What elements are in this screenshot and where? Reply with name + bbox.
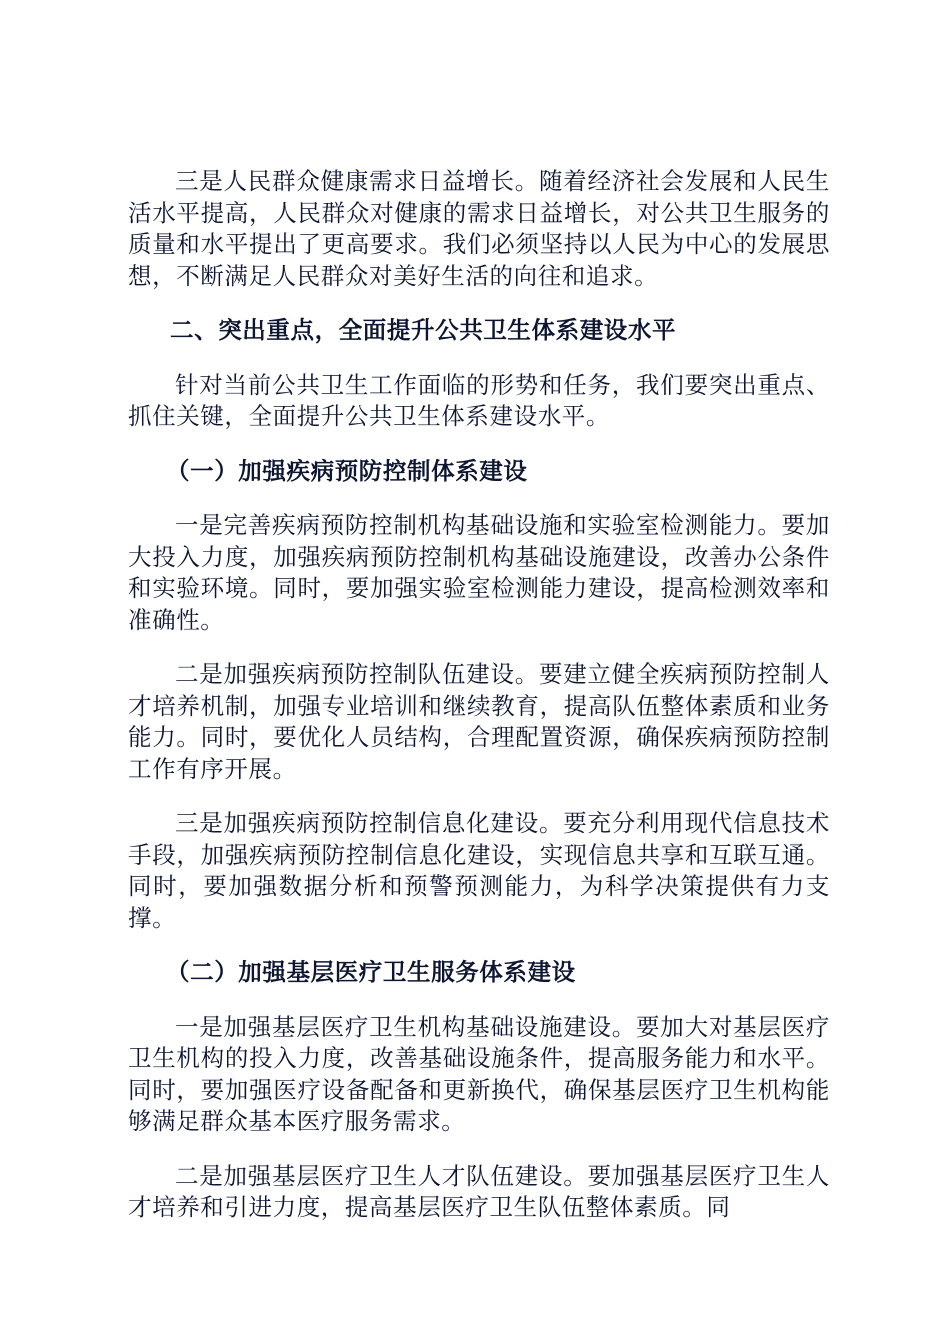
paragraph: 三是加强疾病预防控制信息化建设。要充分利用现代信息技术手段，加强疾病预防控制信息化建设，实现信息共享和互联互通。同时，要加强数据分析和预警预测能力，为科学决策提供有力支撑。 (128, 809, 830, 932)
subsection-heading: （一）加强疾病预防控制体系建设 (166, 456, 528, 485)
paragraph: 一是加强基层医疗卫生机构基础设施建设。要加大对基层医疗卫生机构的投入力度，改善基础设施条件，提高服务能力和水平。同时，要加强医疗设备配备和更新换代，确保基层医疗卫生机构能够满足群众基本医疗服务需求。 (128, 1012, 830, 1135)
paragraph: 二是加强疾病预防控制队伍建设。要建立健全疾病预防控制人才培养机制，加强专业培训和继续教育，提高队伍整体素质和业务能力。同时，要优化人员结构，合理配置资源，确保疾病预防控制工作有序开展。 (128, 660, 830, 783)
section-heading: 二、突出重点，全面提升公共卫生体系建设水平 (170, 316, 677, 344)
subsection-heading: （二）加强基层医疗卫生服务体系建设 (166, 958, 576, 986)
document-page (128, 166, 830, 1247)
paragraph: 三是人民群众健康需求日益增长。随着经济社会发展和人民生活水平提高，人民群众对健康的需求日益增长，对公共卫生服务的质量和水平提出了更高要求。我们必须坚持以人民为中心的发展思想，不断满足人民群众对美好生活的向往和追求。 (128, 167, 830, 290)
paragraph: 二是加强基层医疗卫生人才队伍建设。要加强基层医疗卫生人才培养和引进力度，提高基层医疗卫生队伍整体素质。同 (128, 1161, 830, 1221)
paragraph: 针对当前公共卫生工作面临的形势和任务，我们要突出重点、抓住关键，全面提升公共卫生体系建设水平。 (128, 370, 830, 430)
paragraph: 一是完善疾病预防控制机构基础设施和实验室检测能力。要加大投入力度，加强疾病预防控制机构基础设施建设，改善办公条件和实验环境。同时，要加强实验室检测能力建设，提高检测效率和准确性。 (128, 511, 830, 634)
